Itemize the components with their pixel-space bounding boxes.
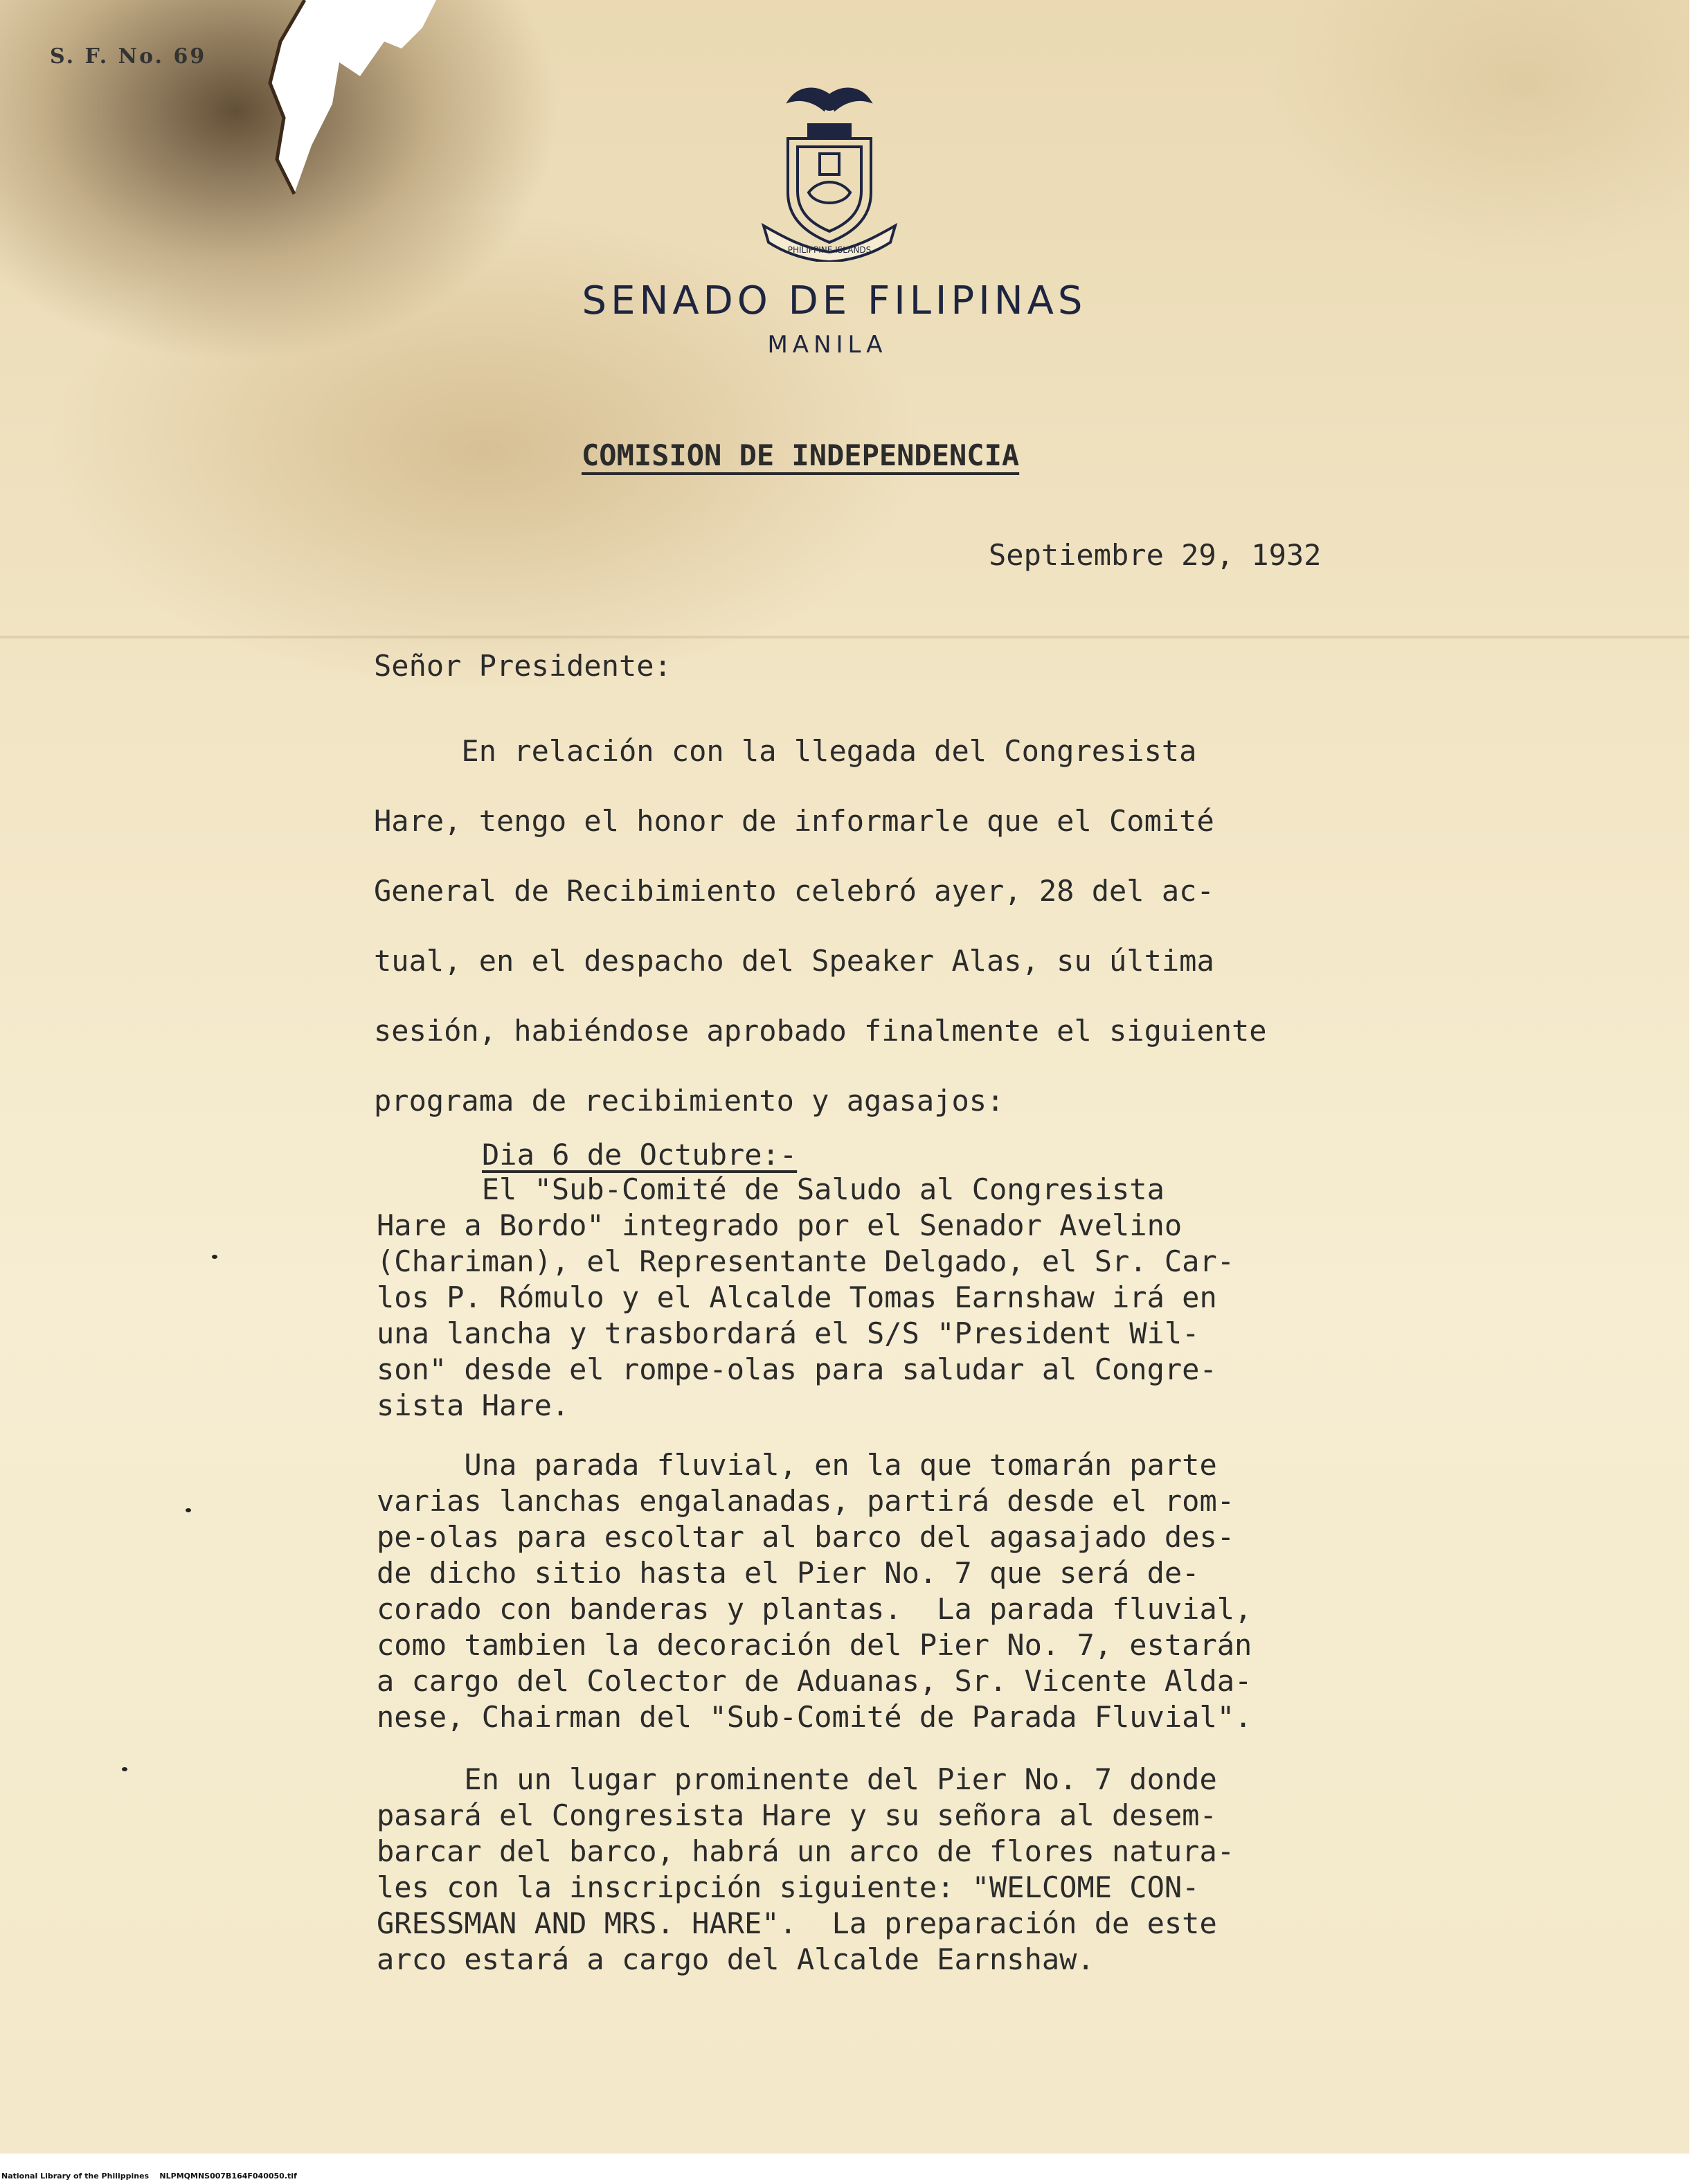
ink-speck xyxy=(186,1508,191,1512)
scan-footer: National Library of the Philippines NLPMQMNS007B164F040050.tif xyxy=(1,2172,297,2181)
letterhead-city: MANILA xyxy=(767,331,888,359)
torn-corner xyxy=(263,0,450,208)
body-paragraph-3: Una parada fluvial, en la que tomarán parte varias lanchas engalanadas, partirá desde el rom- pe-olas para escoltar al barco del agasajado des- de dicho sitio hasta el Pier No. 7 que será de- corado con banderas y plantas. La parada fluvial, como tambien la decoración del Pier No. 7, estarán a cargo del Colector de Aduanas, Sr. Vicente Alda- nese, Chairman del "Sub-Comité de Parada Fluvial". xyxy=(377,1448,1252,1734)
ink-speck xyxy=(212,1255,217,1259)
committee-heading: COMISION DE INDEPENDENCIA xyxy=(582,438,1020,472)
body-paragraph-4: En un lugar prominente del Pier No. 7 donde pasará el Congresista Hare y su señora al desem- barcar del barco, habrá un arco de flores natura- les con la inscripción siguiente: "WELCOME CON- GRESSMAN AND MRS. HARE". La preparación de este arco estará a cargo del Alcalde Earnshaw. xyxy=(377,1762,1235,1976)
form-number: S. F. No. 69 xyxy=(50,44,207,69)
ink-speck xyxy=(122,1767,127,1771)
letterhead-title: SENADO DE FILIPINAS xyxy=(582,278,1087,323)
senate-seal-icon xyxy=(760,82,899,262)
seal-motto: PHILIPPINE ISLANDS xyxy=(787,245,872,255)
salutation: Señor Presidente: xyxy=(374,649,672,683)
body-paragraph-1: En relación con la llegada del Congresista Hare, tengo el honor de informarle que el Comité General de Recibimiento celebró ayer, 28 del ac- tual, en el despacho del Speaker Alas, su última sesión, habiéndose aprobado finalmente el siguiente programa de recibimiento y agasajos: xyxy=(374,734,1267,1118)
day-heading: Dia 6 de Octubre:- xyxy=(482,1138,798,1172)
letter-date: Septiembre 29, 1932 xyxy=(989,538,1322,572)
paper-fold-line xyxy=(0,636,1689,638)
body-paragraph-2: El "Sub-Comité de Saludo al Congresista Hare a Bordo" integrado por el Senador Avelino (Chariman), el Representante Delgado, el Sr. Car- los P. Rómulo y el Alcalde Tomas Earnshaw irá en una lancha y trasbordará el S/S "President Wil- son" desde el rompe-olas para saludar al Congre- sista Hare. xyxy=(377,1172,1235,1422)
